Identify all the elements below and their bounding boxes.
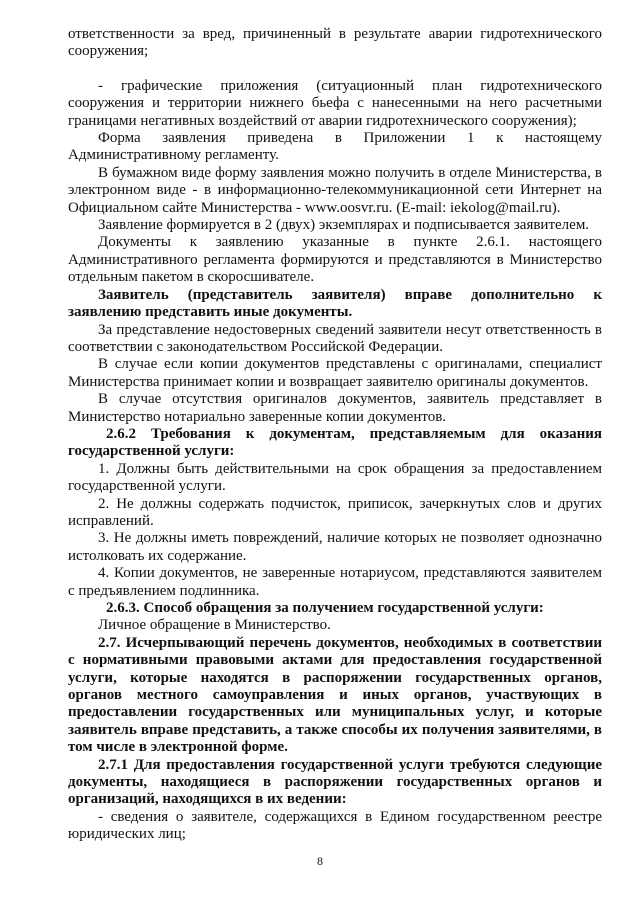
paragraph-liability: ответственности за вред, причиненный в результате аварии гидротехнического сооружения; — [68, 26, 602, 60]
requirement-item-1: 1. Должны быть действительными на срок обращения за предоставлением государственной услуги. — [68, 460, 602, 495]
heading-2-7-1: 2.7.1 Для предоставления государственной услуги требуются следующие документы, находящиеся в распоряжении государственных органов и организаций, находящихся в их ведении: — [68, 756, 602, 808]
requirement-item-2: 2. Не должны содержать подчисток, приписок, зачеркнутых слов и других исправлений. — [68, 495, 602, 529]
document-body — [68, 26, 602, 844]
paragraph-graphic-attachments: - графические приложения (ситуационный план гидротехнического сооружения и территории нижнего бьефа с нанесенными на него расчетными границами негативных воздействий от аварии гидротехнического сооружения); — [68, 77, 602, 129]
paragraph-documents-package: Документы к заявлению указанные в пункте 2.6.1. настоящего Административного регламента формируются и представляются в Министерство отдельным пакетом в скоросшивателе. — [68, 234, 602, 286]
paragraph-originals-returned: В случае если копии документов представлены с оригиналами, специалист Министерства принимает копии и возвращает заявителю оригиналы документов. — [68, 356, 602, 390]
list-item-registry-info: - сведения о заявителе, содержащихся в Едином государственном реестре юридических лиц; — [68, 808, 602, 843]
paragraph-copies: Заявление формируется в 2 (двух) экземплярах и подписывается заявителем. — [98, 217, 590, 234]
paragraph-application-form: Форма заявления приведена в Приложении 1 к настоящему Административному регламенту. — [68, 130, 602, 164]
paragraph-notarized-copies: В случае отсутствия оригиналов документов, заявитель представляет в Министерство нотариально заверенные копии документов. — [68, 391, 602, 425]
requirement-item-4: 4. Копии документов, не заверенные нотариусом, представляются заявителем с предъявлением подлинника. — [68, 565, 602, 599]
requirement-item-3: 3. Не должны иметь повреждений, наличие которых не позволяет однозначно истолковать их содержание. — [68, 530, 602, 564]
paragraph-personal-visit: Личное обращение в Министерство. — [98, 617, 331, 634]
page-number: 8 — [317, 854, 323, 868]
heading-2-6-2: 2.6.2 Требования к документам, представляемым для оказания государственной услуги: — [68, 425, 602, 460]
heading-2-6-3: 2.6.3. Способ обращения за получением государственной услуги: — [106, 600, 544, 616]
paragraph-false-information: За представление недостоверных сведений заявители несут ответственность в соответствии с законодательством Российской Федерации. — [68, 321, 602, 355]
paragraph-additional-documents: Заявитель (представитель заявителя) вправе дополнительно к заявлению представить иные документы. — [68, 286, 602, 321]
heading-2-7: 2.7. Исчерпывающий перечень документов, необходимых в соответствии с нормативными правовыми актами для предоставления государственной услуги, которые находятся в распоряжении государственных органов, органов местного самоуправления и иных органов, участвующих в предоставлении государственных или муниципальных услуг, и которые заявитель вправе представить, а также способы их получения заявителями, в том числе в электронной форме. — [68, 634, 602, 756]
paragraph-form-availability: В бумажном виде форму заявления можно получить в отделе Министерства, в электронном виде - в информационно-телекоммуникационной сети Интернет на Официальном сайте Министерства - www.oosvr.ru. (E-mail: iekolog@mail.ru). — [68, 164, 602, 216]
